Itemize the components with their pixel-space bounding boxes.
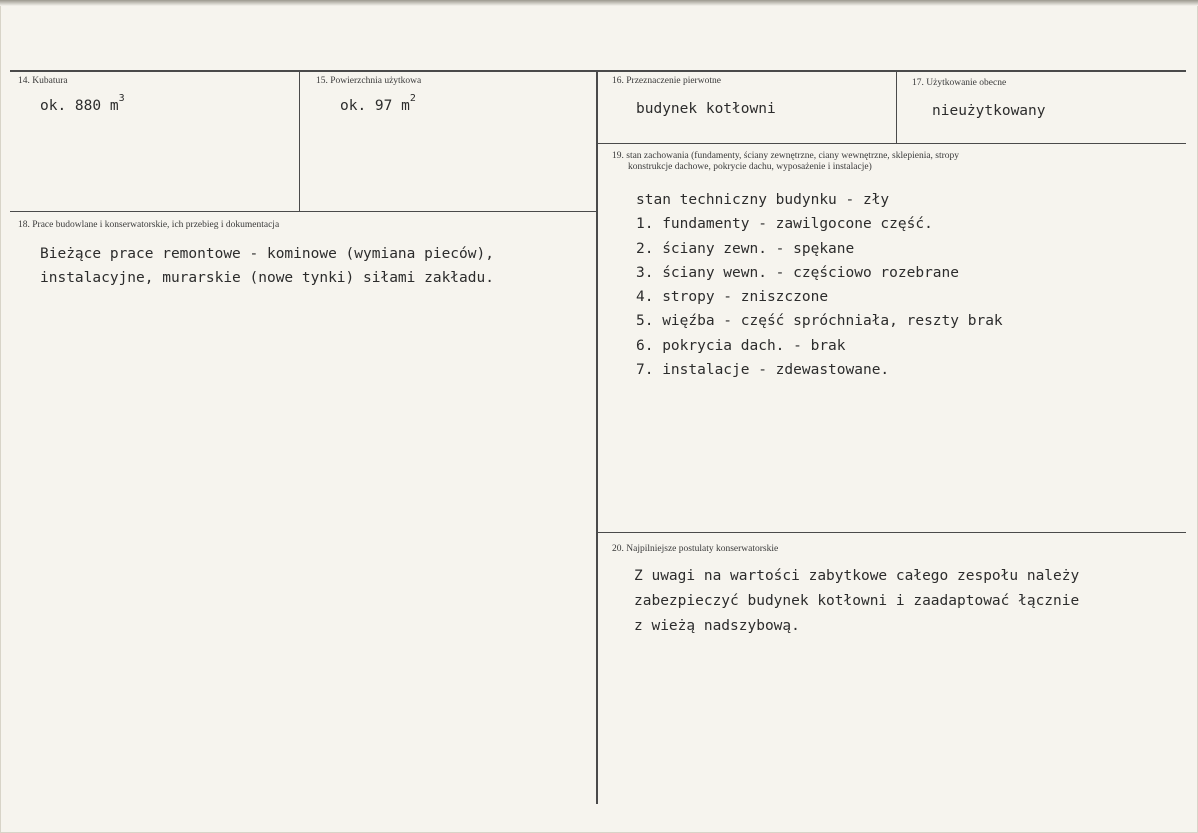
- field-19-text: [636, 188, 1003, 382]
- field-19-line: 5. więźba - część spróchniała, reszty brak: [636, 313, 1003, 330]
- field-16-value: budynek kotłowni: [636, 101, 776, 117]
- field-15-value: [340, 93, 416, 114]
- field-15-unit-exponent: 2: [409, 93, 416, 104]
- field-14-unit-exponent: 3: [118, 93, 125, 104]
- field-20-line: Z uwagi na wartości zabytkowe całego zespołu należy: [634, 568, 1080, 584]
- divider-v-14-15: [299, 71, 300, 211]
- field-19-line: 2. ściany zewn. - spękane: [636, 240, 855, 257]
- field-18-line: instalacyjne, murarskie (nowe tynki) siłami zakładu.: [40, 270, 494, 286]
- divider-top-left: [10, 70, 598, 72]
- field-19-line: 6. pokrycia dach. - brak: [636, 337, 846, 354]
- field-19-line: 1. fundamenty - zawilgocone część.: [636, 216, 933, 233]
- field-15-label: 15. Powierzchnia użytkowa: [316, 76, 422, 86]
- divider-v-16-17: [896, 71, 897, 144]
- divider-top-right: [598, 70, 1186, 72]
- field-14-label: 14. Kubatura: [18, 76, 68, 86]
- divider-h-left-mid: [10, 211, 598, 212]
- field-18-line: Bieżące prace remontowe - kominowe (wymiana pieców),: [40, 246, 494, 262]
- field-20-label: 20. Najpilniejsze postulaty konserwatorskie: [612, 544, 779, 554]
- field-19-label-line1: 19. stan zachowania (fundamenty, ściany zewnętrzne, ciany wewnętrzne, sklepienia, stropy: [612, 151, 960, 161]
- field-14-value: [40, 93, 125, 114]
- divider-v-main: [596, 71, 598, 804]
- field-19-label-line2: konstrukcje dachowe, pokrycie dachu, wyposażenie i instalacje): [628, 162, 872, 172]
- field-19-line: 7. instalacje - zdewastowane.: [636, 362, 890, 379]
- field-20-text: [634, 564, 1079, 639]
- field-17-value: nieużytkowany: [932, 103, 1046, 119]
- divider-h-right-top: [598, 143, 1186, 144]
- field-19-line: 3. ściany wewn. - częściowo rozebrane: [636, 264, 960, 281]
- field-17-label: 17. Użytkowanie obecne: [912, 78, 1007, 88]
- field-20-line: z wieżą nadszybową.: [634, 618, 800, 634]
- field-19-line: 4. stropy - zniszczone: [636, 289, 829, 306]
- field-19-line: stan techniczny budynku - zły: [636, 192, 890, 208]
- field-18-label: 18. Prace budowlane i konserwatorskie, ich przebieg i dokumentacja: [18, 220, 280, 230]
- field-18-text: [40, 242, 494, 290]
- divider-h-right-bottom: [598, 532, 1186, 533]
- field-15-value-text: ok. 97 m: [340, 98, 410, 114]
- field-16-label: 16. Przeznaczenie pierwotne: [612, 76, 721, 86]
- card-top-edge: [0, 0, 1198, 6]
- field-20-line: zabezpieczyć budynek kotłowni i zaadaptować łącznie: [634, 593, 1080, 609]
- field-14-value-text: ok. 880 m: [40, 98, 119, 114]
